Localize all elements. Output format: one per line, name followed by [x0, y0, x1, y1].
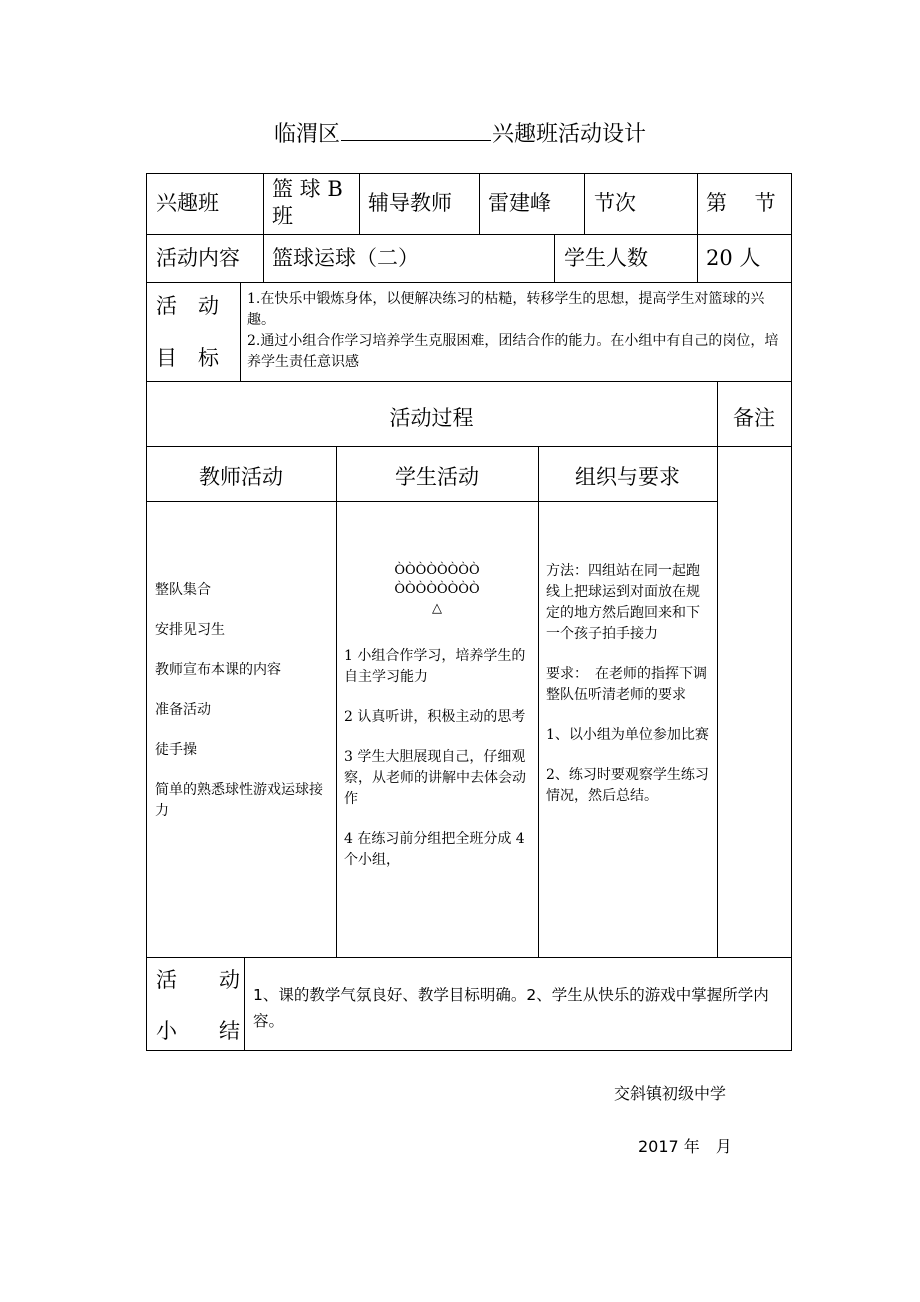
date-line: 2017 年 月 — [638, 1137, 732, 1156]
grid-line — [697, 234, 698, 282]
grid-line — [244, 957, 245, 1050]
grid-line — [146, 173, 792, 174]
grid-line — [146, 501, 718, 502]
goals-text-1: 1.在快乐中锻炼身体，以便解决练习的枯糙，转移学生的思想，提高学生对篮球的兴趣。 — [247, 291, 765, 328]
school-name: 交斜镇初级中学 — [614, 1084, 727, 1103]
summary-text: 1、课的教学气氛良好、教学目标明确。2、学生从快乐的游戏中掌握所学内容。 — [253, 986, 769, 1030]
teacher-activities-list — [155, 580, 331, 841]
col-teacher-header: 教师活动 — [199, 465, 283, 489]
grid-line — [791, 173, 792, 1051]
title-blank-line — [341, 120, 491, 141]
content-value: 篮球运球（二） — [272, 246, 419, 270]
list-item: 准备活动 — [155, 702, 211, 718]
list-item: 方法：四组站在同一起跑线上把球运到对面放在规定的地方然后跑回来和下一个孩子拍手接力 — [546, 563, 700, 642]
list-item: 整队集合 — [155, 582, 211, 598]
class-value: 篮 球 B 班 — [272, 177, 343, 228]
process-header: 活动过程 — [389, 406, 474, 430]
list-item: 3 学生大胆展现自己，仔细观察，从老师的讲解中去体会动作 — [344, 749, 526, 807]
page-title — [0, 117, 920, 148]
grid-line — [359, 173, 360, 234]
teacher-value: 雷建峰 — [488, 191, 551, 215]
list-item: 2 认真听讲，积极主动的思考 — [344, 709, 526, 725]
list-item: 教师宣布本课的内容 — [155, 662, 281, 678]
formation-diagram — [336, 561, 538, 618]
grid-line — [240, 282, 241, 381]
col-org-header: 组织与要求 — [575, 465, 680, 489]
grid-line — [146, 381, 792, 382]
label-students: 学生人数 — [564, 246, 648, 270]
label-class: 兴趣班 — [156, 191, 219, 215]
list-item: 安排见习生 — [155, 622, 225, 638]
teacher-triangle-icon: △ — [432, 601, 442, 616]
label-goals-top: 活 动 — [156, 294, 219, 318]
session-value: 第 节 — [706, 191, 776, 215]
list-item: 1、以小组为单位参加比赛 — [546, 727, 709, 743]
goals-text-2: 2.通过小组合作学习培养学生克服困难，团结合作的能力。在小组中有自己的岗位，培养学生责任意识感 — [247, 333, 779, 370]
list-item: 1 小组合作学习，培养学生的自主学习能力 — [344, 648, 526, 685]
col-student-header: 学生活动 — [395, 465, 479, 489]
grid-line — [146, 173, 147, 1051]
title-suffix: 兴趣班活动设计 — [492, 122, 647, 147]
title-prefix: 临渭区 — [273, 122, 340, 147]
grid-line — [538, 446, 539, 957]
grid-line — [584, 173, 585, 234]
org-requirements-list — [546, 561, 712, 826]
list-item: 要求： 在老师的指挥下调整队伍听清老师的要求 — [546, 666, 707, 703]
grid-line — [146, 234, 792, 235]
list-item: 徒手操 — [155, 742, 197, 758]
grid-line — [263, 173, 264, 234]
label-content: 活动内容 — [156, 246, 240, 270]
grid-line — [263, 234, 264, 282]
students-value: 20 人 — [706, 246, 761, 270]
grid-line — [554, 234, 555, 282]
grid-line — [146, 282, 792, 283]
list-item: 2、练习时要观察学生练习情况，然后总结。 — [546, 767, 709, 804]
grid-line — [697, 173, 698, 234]
label-session: 节次 — [594, 191, 636, 215]
grid-line — [336, 446, 337, 957]
label-summary-top: 活 动 — [156, 968, 240, 992]
formation-row: ÒÒÒÒÒÒÒÒ — [394, 563, 480, 578]
student-activities-list — [344, 646, 532, 890]
label-teacher: 辅导教师 — [368, 191, 452, 215]
list-item: 简单的熟悉球性游戏运球接力 — [155, 782, 323, 819]
grid-line — [146, 1050, 792, 1051]
label-goals-bottom: 目 标 — [156, 346, 219, 370]
grid-line — [146, 957, 792, 958]
formation-row: ÒÒÒÒÒÒÒÒ — [394, 582, 480, 597]
grid-line — [717, 381, 718, 957]
list-item: 4 在练习前分组把全班分成 4 个小组， — [344, 831, 525, 868]
grid-line — [146, 446, 792, 447]
remarks-header: 备注 — [733, 406, 775, 430]
label-summary-bottom: 小 结 — [156, 1019, 240, 1043]
grid-line — [479, 173, 480, 234]
